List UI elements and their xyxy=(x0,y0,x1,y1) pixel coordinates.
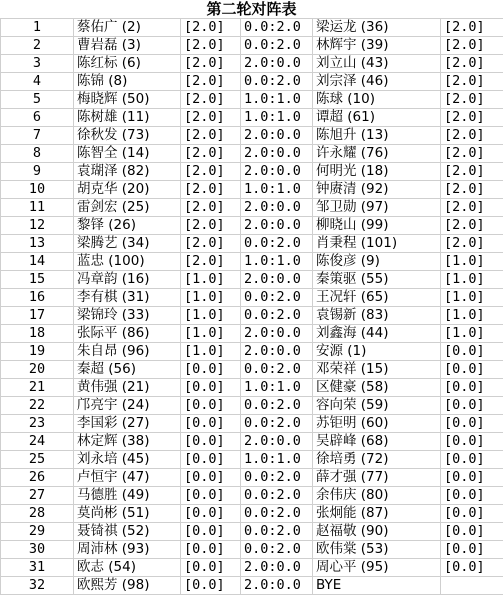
player-black: BYE xyxy=(313,577,441,595)
table-row xyxy=(1,379,503,397)
player-white: 雷剑宏 (25) xyxy=(74,199,181,217)
round-number: 4 xyxy=(1,73,74,91)
table-row xyxy=(1,127,503,145)
points-black: [0.0] xyxy=(441,451,503,469)
round-number: 12 xyxy=(1,217,74,235)
table-row xyxy=(1,19,503,37)
match-result: 0.0:2.0 xyxy=(241,73,313,91)
round-number: 30 xyxy=(1,541,74,559)
points-black: [2.0] xyxy=(441,37,503,55)
points-black: [2.0] xyxy=(441,217,503,235)
player-black: 张炯能 (87) xyxy=(313,505,441,523)
match-result: 2.0:0.0 xyxy=(241,271,313,289)
match-result: 2.0:0.0 xyxy=(241,577,313,595)
points-black: [2.0] xyxy=(441,181,503,199)
match-result: 0.0:2.0 xyxy=(241,19,313,37)
pairing-table xyxy=(0,18,503,595)
points-black: [2.0] xyxy=(441,109,503,127)
points-black: [2.0] xyxy=(441,235,503,253)
round-number: 24 xyxy=(1,433,74,451)
player-white: 李有棋 (31) xyxy=(74,289,181,307)
player-black: 刘鑫海 (44) xyxy=(313,325,441,343)
points-white: [0.0] xyxy=(181,379,241,397)
player-black: 薛才强 (77) xyxy=(313,469,441,487)
points-white: [1.0] xyxy=(181,307,241,325)
round-number: 5 xyxy=(1,91,74,109)
match-result: 0.0:2.0 xyxy=(241,235,313,253)
points-black: [2.0] xyxy=(441,127,503,145)
points-black: [2.0] xyxy=(441,91,503,109)
table-row xyxy=(1,235,503,253)
player-black: 陈旭升 (13) xyxy=(313,127,441,145)
points-black: [2.0] xyxy=(441,73,503,91)
player-black: 林辉宇 (39) xyxy=(313,37,441,55)
round-number: 32 xyxy=(1,577,74,595)
player-black: 王况轩 (65) xyxy=(313,289,441,307)
round-number: 15 xyxy=(1,271,74,289)
points-black: [0.0] xyxy=(441,379,503,397)
match-result: 1.0:1.0 xyxy=(241,253,313,271)
player-white: 梅晓辉 (50) xyxy=(74,91,181,109)
points-white: [2.0] xyxy=(181,235,241,253)
round-number: 22 xyxy=(1,397,74,415)
player-black: 陈球 (10) xyxy=(313,91,441,109)
player-black: 谭超 (61) xyxy=(313,109,441,127)
player-white: 冯章韵 (16) xyxy=(74,271,181,289)
match-result: 2.0:0.0 xyxy=(241,163,313,181)
round-number: 21 xyxy=(1,379,74,397)
points-white: [0.0] xyxy=(181,469,241,487)
player-white: 周沛林 (93) xyxy=(74,541,181,559)
points-white: [2.0] xyxy=(181,127,241,145)
points-white: [0.0] xyxy=(181,541,241,559)
points-white: [2.0] xyxy=(181,217,241,235)
match-result: 0.0:2.0 xyxy=(241,397,313,415)
match-result: 1.0:1.0 xyxy=(241,181,313,199)
table-row xyxy=(1,289,503,307)
player-white: 林定辉 (38) xyxy=(74,433,181,451)
player-white: 卢恒宇 (47) xyxy=(74,469,181,487)
table-row xyxy=(1,163,503,181)
points-black: [0.0] xyxy=(441,469,503,487)
player-white: 胡克华 (20) xyxy=(74,181,181,199)
player-white: 李国彩 (27) xyxy=(74,415,181,433)
player-white: 蓝忠 (100) xyxy=(74,253,181,271)
points-white: [2.0] xyxy=(181,73,241,91)
match-result: 2.0:0.0 xyxy=(241,145,313,163)
points-black: [1.0] xyxy=(441,253,503,271)
points-white: [0.0] xyxy=(181,559,241,577)
table-row xyxy=(1,307,503,325)
player-white: 陈红标 (6) xyxy=(74,55,181,73)
player-black: 肖秉程 (101) xyxy=(313,235,441,253)
player-black: 区健豪 (58) xyxy=(313,379,441,397)
points-black: [2.0] xyxy=(441,55,503,73)
match-result: 0.0:2.0 xyxy=(241,487,313,505)
player-black: 徐培勇 (72) xyxy=(313,451,441,469)
points-white: [0.0] xyxy=(181,505,241,523)
table-row xyxy=(1,271,503,289)
points-white: [0.0] xyxy=(181,415,241,433)
points-black: [0.0] xyxy=(441,415,503,433)
match-result: 0.0:2.0 xyxy=(241,505,313,523)
player-white: 蔡佑广 (2) xyxy=(74,19,181,37)
match-result: 2.0:0.0 xyxy=(241,55,313,73)
table-row xyxy=(1,541,503,559)
match-result: 2.0:0.0 xyxy=(241,127,313,145)
points-black: [2.0] xyxy=(441,145,503,163)
match-result: 2.0:0.0 xyxy=(241,325,313,343)
match-result: 2.0:0.0 xyxy=(241,217,313,235)
player-white: 邝亮宇 (24) xyxy=(74,397,181,415)
points-white: [1.0] xyxy=(181,343,241,361)
match-result: 1.0:1.0 xyxy=(241,91,313,109)
points-white: [2.0] xyxy=(181,91,241,109)
table-row xyxy=(1,199,503,217)
table-row xyxy=(1,505,503,523)
round-number: 18 xyxy=(1,325,74,343)
table-row xyxy=(1,55,503,73)
match-result: 0.0:2.0 xyxy=(241,307,313,325)
table-row xyxy=(1,451,503,469)
player-white: 秦超 (56) xyxy=(74,361,181,379)
player-white: 朱自昂 (96) xyxy=(74,343,181,361)
match-result: 0.0:2.0 xyxy=(241,523,313,541)
points-black: [1.0] xyxy=(441,289,503,307)
player-white: 梁腾艺 (34) xyxy=(74,235,181,253)
player-black: 许永耀 (76) xyxy=(313,145,441,163)
round-number: 28 xyxy=(1,505,74,523)
player-white: 陈锦 (8) xyxy=(74,73,181,91)
match-result: 0.0:2.0 xyxy=(241,361,313,379)
player-black: 刘宗泽 (46) xyxy=(313,73,441,91)
player-black: 秦策驱 (55) xyxy=(313,271,441,289)
table-row xyxy=(1,343,503,361)
points-black: [2.0] xyxy=(441,163,503,181)
match-result: 0.0:2.0 xyxy=(241,37,313,55)
table-row xyxy=(1,469,503,487)
table-row xyxy=(1,415,503,433)
player-black: 苏钜明 (60) xyxy=(313,415,441,433)
player-white: 陈智全 (14) xyxy=(74,145,181,163)
player-white: 张际平 (86) xyxy=(74,325,181,343)
player-white: 刘永培 (45) xyxy=(74,451,181,469)
round-number: 20 xyxy=(1,361,74,379)
table-row xyxy=(1,145,503,163)
match-result: 0.0:2.0 xyxy=(241,415,313,433)
points-white: [2.0] xyxy=(181,55,241,73)
points-black: [0.0] xyxy=(441,559,503,577)
points-white: [0.0] xyxy=(181,523,241,541)
player-white: 袁瑚泽 (82) xyxy=(74,163,181,181)
round-number: 13 xyxy=(1,235,74,253)
round-number: 19 xyxy=(1,343,74,361)
points-black: [1.0] xyxy=(441,271,503,289)
points-black: [0.0] xyxy=(441,343,503,361)
points-black: [0.0] xyxy=(441,541,503,559)
round-number: 8 xyxy=(1,145,74,163)
round-number: 31 xyxy=(1,559,74,577)
points-black: [2.0] xyxy=(441,199,503,217)
points-white: [0.0] xyxy=(181,487,241,505)
round-number: 29 xyxy=(1,523,74,541)
points-black: [1.0] xyxy=(441,307,503,325)
points-white: [2.0] xyxy=(181,19,241,37)
points-white: [2.0] xyxy=(181,253,241,271)
player-black: 赵福敬 (90) xyxy=(313,523,441,541)
player-black: 安源 (1) xyxy=(313,343,441,361)
player-black: 刘立山 (43) xyxy=(313,55,441,73)
points-white: [0.0] xyxy=(181,361,241,379)
player-black: 邹卫勋 (97) xyxy=(313,199,441,217)
match-result: 2.0:0.0 xyxy=(241,559,313,577)
points-black: [0.0] xyxy=(441,361,503,379)
table-row xyxy=(1,559,503,577)
player-black: 欧伟棠 (53) xyxy=(313,541,441,559)
match-result: 0.0:2.0 xyxy=(241,469,313,487)
points-black xyxy=(441,577,503,595)
round-number: 10 xyxy=(1,181,74,199)
match-result: 2.0:0.0 xyxy=(241,433,313,451)
round-number: 14 xyxy=(1,253,74,271)
table-row xyxy=(1,73,503,91)
player-black: 柳晓山 (99) xyxy=(313,217,441,235)
player-black: 容向荣 (59) xyxy=(313,397,441,415)
table-row xyxy=(1,181,503,199)
player-white: 马德胜 (49) xyxy=(74,487,181,505)
match-result: 1.0:1.0 xyxy=(241,379,313,397)
match-result: 2.0:0.0 xyxy=(241,199,313,217)
points-white: [2.0] xyxy=(181,199,241,217)
player-black: 邓荣祥 (15) xyxy=(313,361,441,379)
points-white: [2.0] xyxy=(181,145,241,163)
round-number: 17 xyxy=(1,307,74,325)
player-black: 陈俊彦 (9) xyxy=(313,253,441,271)
points-black: [0.0] xyxy=(441,433,503,451)
table-row xyxy=(1,433,503,451)
table-row xyxy=(1,217,503,235)
player-white: 曹岩磊 (3) xyxy=(74,37,181,55)
player-black: 袁锡新 (83) xyxy=(313,307,441,325)
table-row xyxy=(1,577,503,595)
points-black: [2.0] xyxy=(441,19,503,37)
table-row xyxy=(1,523,503,541)
table-row xyxy=(1,37,503,55)
round-number: 26 xyxy=(1,469,74,487)
points-black: [0.0] xyxy=(441,505,503,523)
points-white: [1.0] xyxy=(181,289,241,307)
round-number: 6 xyxy=(1,109,74,127)
round-number: 1 xyxy=(1,19,74,37)
match-result: 1.0:1.0 xyxy=(241,109,313,127)
round-number: 16 xyxy=(1,289,74,307)
table-row xyxy=(1,109,503,127)
player-white: 黎铎 (26) xyxy=(74,217,181,235)
player-white: 黄伟强 (21) xyxy=(74,379,181,397)
table-row xyxy=(1,91,503,109)
player-white: 欧熙芳 (98) xyxy=(74,577,181,595)
round-number: 11 xyxy=(1,199,74,217)
match-result: 0.0:2.0 xyxy=(241,289,313,307)
player-white: 莫尚彬 (51) xyxy=(74,505,181,523)
player-white: 欧志 (54) xyxy=(74,559,181,577)
player-black: 余伟庆 (80) xyxy=(313,487,441,505)
points-black: [0.0] xyxy=(441,523,503,541)
match-result: 0.0:2.0 xyxy=(241,541,313,559)
player-white: 梁锦玲 (33) xyxy=(74,307,181,325)
player-black: 梁运龙 (36) xyxy=(313,19,441,37)
table-row xyxy=(1,253,503,271)
points-white: [2.0] xyxy=(181,109,241,127)
player-black: 吴辟峰 (68) xyxy=(313,433,441,451)
round-number: 9 xyxy=(1,163,74,181)
points-white: [1.0] xyxy=(181,325,241,343)
match-result: 2.0:0.0 xyxy=(241,343,313,361)
points-white: [0.0] xyxy=(181,577,241,595)
points-black: [0.0] xyxy=(441,397,503,415)
points-white: [0.0] xyxy=(181,433,241,451)
match-result: 1.0:1.0 xyxy=(241,451,313,469)
player-black: 钟赓清 (92) xyxy=(313,181,441,199)
table-row xyxy=(1,487,503,505)
player-black: 周心平 (95) xyxy=(313,559,441,577)
round-number: 3 xyxy=(1,55,74,73)
player-black: 何明光 (18) xyxy=(313,163,441,181)
round-number: 7 xyxy=(1,127,74,145)
round-number: 27 xyxy=(1,487,74,505)
table-row xyxy=(1,325,503,343)
table-row xyxy=(1,361,503,379)
round-number: 23 xyxy=(1,415,74,433)
player-white: 陈树雄 (11) xyxy=(74,109,181,127)
player-white: 徐秋发 (73) xyxy=(74,127,181,145)
pairing-rows xyxy=(1,19,503,595)
round-number: 25 xyxy=(1,451,74,469)
points-white: [0.0] xyxy=(181,451,241,469)
sheet-title: 第二轮对阵表 xyxy=(0,0,503,18)
points-white: [2.0] xyxy=(181,163,241,181)
round-number: 2 xyxy=(1,37,74,55)
table-row xyxy=(1,397,503,415)
points-white: [1.0] xyxy=(181,271,241,289)
points-white: [2.0] xyxy=(181,181,241,199)
points-black: [0.0] xyxy=(441,487,503,505)
points-black: [1.0] xyxy=(441,325,503,343)
points-white: [0.0] xyxy=(181,397,241,415)
player-white: 聂锜祺 (52) xyxy=(74,523,181,541)
points-white: [2.0] xyxy=(181,37,241,55)
